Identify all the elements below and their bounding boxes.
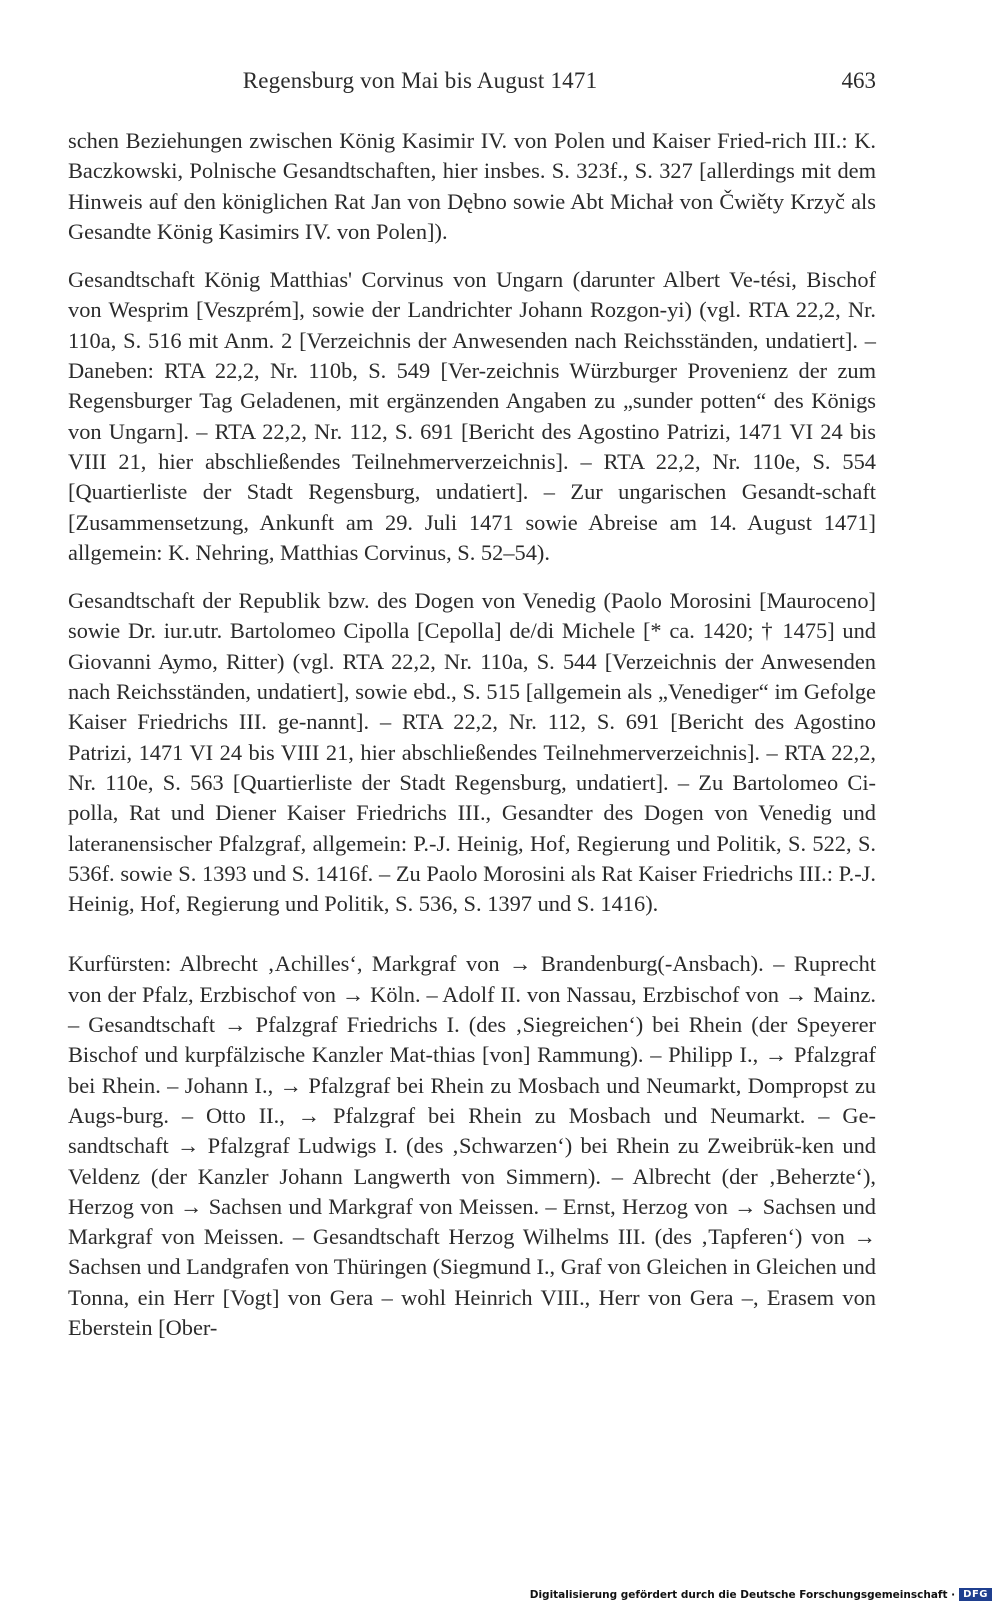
- paragraph-4: Kurfürsten: Albrecht ‚Achilles‘, Markgraf von → Brandenburg(-Ansbach). – Ruprecht von der Pfalz, Erzbischof von → Köln. – Adolf II. von Nassau, Erzbischof von → Mainz. – Gesandtschaft → Pfalzgraf Friedrichs I. (des ‚Siegreichen‘) bei Rhein (der Speyerer Bischof und kurpfälzische Kanzler Mat-thias [von] Rammung). – Philipp I., → Pfalzgraf bei Rhein. – Johann I., → Pfalzgraf bei Rhein zu Mosbach und Neumarkt, Dompropst zu Augs-burg. – Otto II., → Pfalzgraf bei Rhein zu Mosbach und Neumarkt. – Ge-sandtschaft → Pfalzgraf Ludwigs I. (des ‚Schwarzen‘) bei Rhein zu Zweibrük-ken und Veldenz (der Kanzler Johann Langwerth von Simmern). – Albrecht (der ‚Beherzte‘), Herzog von → Sachsen und Markgraf von Meissen. – Ernst, Herzog von → Sachsen und Markgraf von Meissen. – Gesandtschaft Herzog Wilhelms III. (des ‚Tapferen‘) von → Sachsen und Landgrafen von Thüringen (Siegmund I., Graf von Gleichen in Gleichen und Tonna, ein Herr [Vogt] von Gera – wohl Heinrich VIII., Herr von Gera –, Erasem von Eberstein [Ober-: [68, 951, 876, 1340]
- digitization-credit: [530, 1588, 992, 1601]
- dfg-logo-icon: DFG: [959, 1588, 992, 1601]
- book-page: [68, 0, 876, 1609]
- page-number: 463: [841, 68, 876, 93]
- paragraph-2: Gesandtschaft König Matthias' Corvinus von Ungarn (darunter Albert Ve-tési, Bischof von Wesprim [Veszprém], sowie der Landrichter Johann Rozgon-yi) (vgl. RTA 22,2, Nr. 110a, S. 516 mit Anm. 2 [Verzeichnis der Anwesenden nach Reichsständen, undatiert]. – Daneben: RTA 22,2, Nr. 110b, S. 549 [Ver-zeichnis Würzburger Provenienz der zum Regensburger Tag Geladenen, mit ergänzenden Angaben zu „sunder potten“ des Königs von Ungarn]. – RTA 22,2, Nr. 112, S. 691 [Bericht des Agostino Patrizi, 1471 VI 24 bis VIII 21, hier abschließendes Teilnehmerverzeichnis]. – RTA 22,2, Nr. 110e, S. 554 [Quartierliste der Stadt Regensburg, undatiert]. – Zur ungarischen Gesandt-schaft [Zusammensetzung, Ankunft am 29. Juli 1471 sowie Abreise am 14. August 1471] allgemein: K. Nehring, Matthias Corvinus, S. 52–54).: [68, 267, 876, 565]
- body-text: [68, 126, 876, 1361]
- paragraph-3: Gesandtschaft der Republik bzw. des Dogen von Venedig (Paolo Morosini [Mauroceno] sowie Dr. iur.utr. Bartolomeo Cipolla [Cepolla] de/di Michele [* ca. 1420; † 1475] und Giovanni Aymo, Ritter) (vgl. RTA 22,2, Nr. 110a, S. 544 [Verzeichnis der Anwesenden nach Reichsständen, undatiert], sowie ebd., S. 515 [allgemein als „Venediger“ im Gefolge Kaiser Friedrichs III. ge-nannt]. – RTA 22,2, Nr. 112, S. 691 [Bericht des Agostino Patrizi, 1471 VI 24 bis VIII 21, hier abschließendes Teilnehmerverzeichnis]. – RTA 22,2, Nr. 110e, S. 563 [Quartierliste der Stadt Regensburg, undatiert]. – Zu Bartolomeo Ci-polla, Rat und Diener Kaiser Friedrichs III., Gesandter des Dogen von Venedig und lateranensischer Pfalzgraf, allgemein: P.-J. Heinig, Hof, Regierung und Politik, S. 522, S. 536f. sowie S. 1393 und S. 1416f. – Zu Paolo Morosini als Rat Kaiser Friedrichs III.: P.-J. Heinig, Hof, Regierung und Politik, S. 536, S. 1397 und S. 1416).: [68, 588, 876, 917]
- paragraph-1: schen Beziehungen zwischen König Kasimir IV. von Polen und Kaiser Fried-rich III.: K. Baczkowski, Polnische Gesandtschaften, hier insbes. S. 323f., S. 327 [allerdings mit dem Hinweis auf den königlichen Rat Jan von Dębno sowie Abt Michał von Čwiěty Krzyč als Gesandte König Kasimirs IV. von Polen]).: [68, 128, 876, 244]
- running-head: [68, 64, 876, 98]
- running-title: Regensburg von Mai bis August 1471: [242, 68, 598, 93]
- credit-text: Digitalisierung gefördert durch die Deutsche Forschungsgemeinschaft ·: [529, 1588, 956, 1601]
